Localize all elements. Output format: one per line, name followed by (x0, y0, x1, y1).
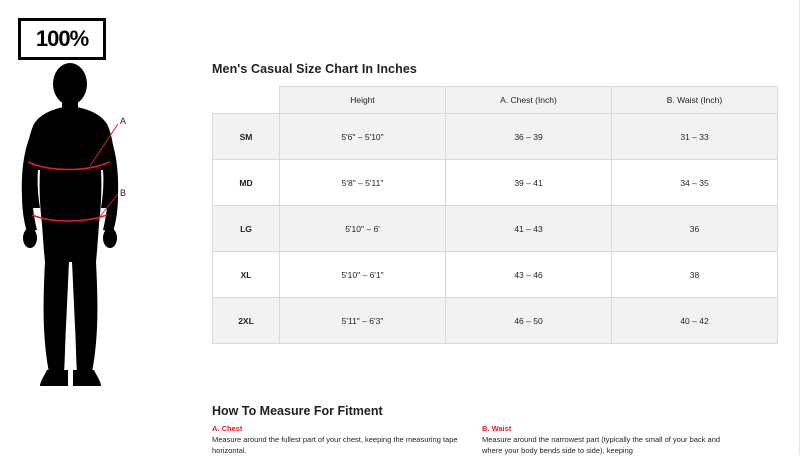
cell-chest: 41 – 43 (446, 206, 612, 252)
measure-heading-chest: A. Chest (212, 424, 243, 433)
cell-height: 5'11" – 6'3" (280, 298, 446, 344)
chart-title: Men's Casual Size Chart In Inches (212, 62, 417, 76)
cell-chest: 46 – 50 (446, 298, 612, 344)
table-row (213, 160, 778, 206)
cell-height: 5'8" – 5'11" (280, 160, 446, 206)
cell-waist: 31 – 33 (612, 114, 778, 160)
column-header-waist: B. Waist (Inch) (612, 87, 778, 114)
brand-logo-label: 100% (35, 26, 89, 51)
cell-chest: 39 – 41 (446, 160, 612, 206)
cell-waist: 34 – 35 (612, 160, 778, 206)
measure-heading-waist: B. Waist (482, 424, 512, 433)
cell-waist: 38 (612, 252, 778, 298)
cell-size: LG (213, 206, 280, 252)
cell-waist: 40 – 42 (612, 298, 778, 344)
size-chart-table (212, 86, 778, 344)
cell-size: XL (213, 252, 280, 298)
measure-body-waist: Measure around the narrowest part (typically the small of your back and where your body bends side to side), keeping (482, 435, 721, 455)
cell-waist: 36 (612, 206, 778, 252)
table-row (213, 114, 778, 160)
measure-instruction-chest (212, 424, 462, 457)
cell-size: MD (213, 160, 280, 206)
measure-body-chest: Measure around the fullest part of your chest, keeping the measuring tape horizontal. (212, 435, 458, 455)
cell-size: 2XL (213, 298, 280, 344)
table-row (213, 298, 778, 344)
brand-logo (18, 18, 106, 60)
illustration-column (0, 0, 196, 455)
cell-chest: 36 – 39 (446, 114, 612, 160)
column-header-size (213, 87, 280, 114)
cell-chest: 43 – 46 (446, 252, 612, 298)
column-header-chest: A. Chest (Inch) (446, 87, 612, 114)
howto-title: How To Measure For Fitment (212, 404, 383, 418)
table-row (213, 206, 778, 252)
cell-height: 5'10" – 6' (280, 206, 446, 252)
chart-column (212, 0, 790, 455)
cell-size: SM (213, 114, 280, 160)
table-header (213, 87, 778, 114)
body-measurement-diagram (10, 62, 190, 392)
cell-height: 5'10" – 6'1" (280, 252, 446, 298)
measure-instruction-waist (482, 424, 732, 457)
column-header-height: Height (280, 87, 446, 114)
table-header-row (213, 87, 778, 114)
table-row (213, 252, 778, 298)
marker-a-label: A (120, 116, 127, 126)
marker-b-label: B (120, 188, 127, 198)
male-body-silhouette-icon (10, 62, 190, 392)
cell-height: 5'6" – 5'10" (280, 114, 446, 160)
table-body (213, 114, 778, 344)
